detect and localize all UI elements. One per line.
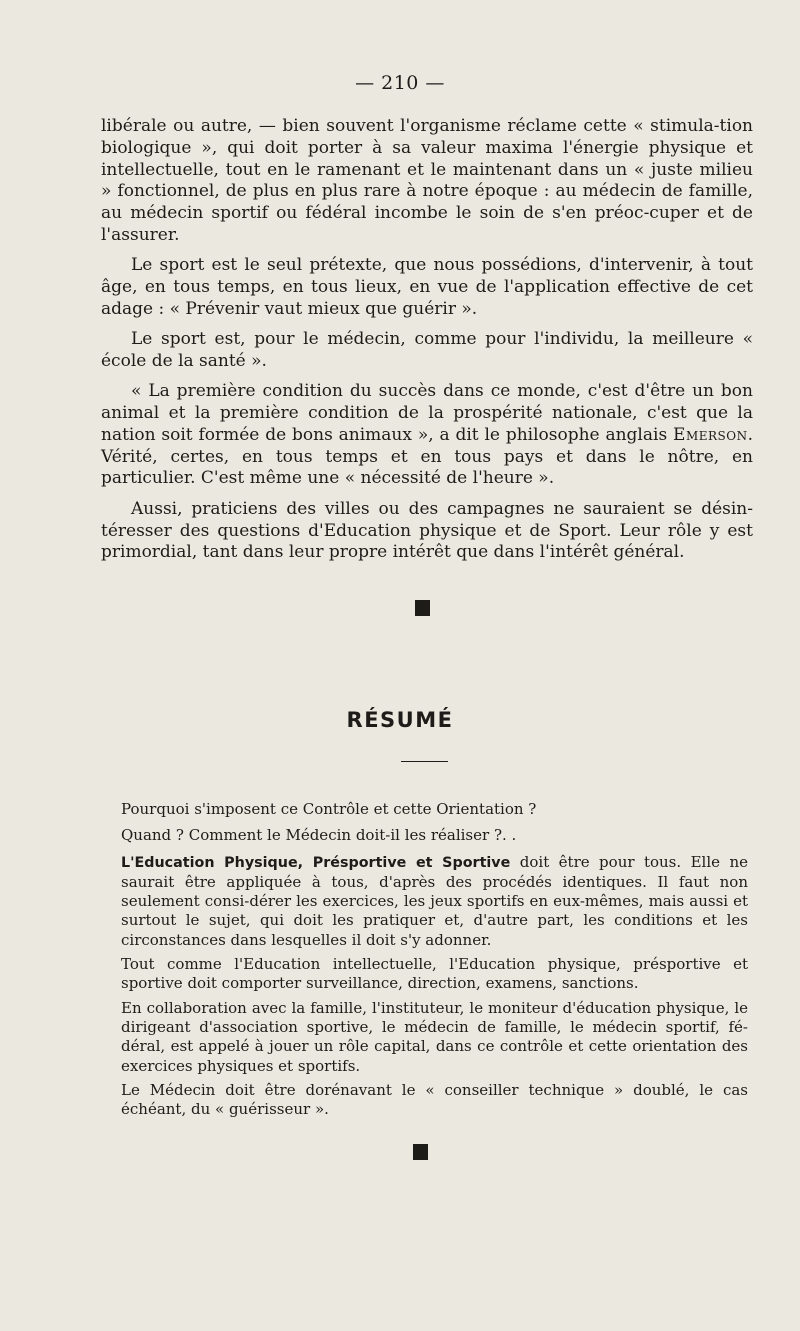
body-paragraph-1: libérale ou autre, — bien souvent l'organisme réclame cette « stimula-tion biologique », qui doit porter à sa valeur maxima l'énergie physique et intellectuelle, tout en le ramenant et le maintenant dans un « juste milieu » fonctionnel, de plus en plus rare à notre époque : au médecin de famille, au médecin sportif ou fédéral incombe le soin de s'en préoc-cuper et de l'assurer. bbox=[101, 116, 753, 245]
section-separator-square bbox=[415, 600, 430, 616]
summary-title: RÉSUMÉ bbox=[346, 708, 454, 732]
summary-question-2: Quand ? Comment le Médecin doit-il les réaliser ?. . bbox=[121, 826, 517, 845]
body-paragraph-3: Le sport est, pour le médecin, comme pour l'individu, la meilleure « école de la santé ». bbox=[101, 329, 753, 371]
body-paragraph-5: Aussi, praticiens des villes ou des campagnes ne sauraient se désin-téresser des questions d'Education physique et de Sport. Leur rôle y est primordial, tant dans leur propre intérêt que dans l'intérêt général. bbox=[101, 498, 753, 563]
summary-text bbox=[121, 800, 748, 1124]
page-number: — 210 — bbox=[355, 72, 445, 94]
summary-paragraph-1-rest: doit être pour tous. Elle ne saurait être appliquée à tous, d'après des procédés identiques. Il faut non seulement consi-dérer les exercices, les jeux sportifs en eux-mêmes, mais aussi et surtout le sujet, qui doit les pratiquer et, d'autre part, les conditions et les circonstances dans lesquelles il doit s'y adonner. bbox=[121, 852, 748, 949]
body-text bbox=[101, 116, 753, 573]
end-square bbox=[413, 1144, 428, 1160]
quote-conclusion: . Vérité, certes, en tous temps et en tous pays et dans le nôtre, en particulier. C'est même une « nécessité de l'heure ». bbox=[101, 424, 753, 489]
title-underline-rule bbox=[401, 761, 448, 762]
summary-paragraph-4: Le Médecin doit être dorénavant le « conseiller technique » doublé, le cas échéant, du « guérisseur ». bbox=[121, 1080, 748, 1119]
summary-question-1: Pourquoi s'imposent ce Contrôle et cette Orientation ? bbox=[121, 800, 537, 818]
summary-paragraph-2: Tout comme l'Education intellectuelle, l'Education physique, présportive et sportive doit comporter surveillance, direction, examens, sanctions. bbox=[121, 955, 748, 993]
summary-paragraph-3: En collaboration avec la famille, l'instituteur, le moniteur d'éducation physique, le dirigeant d'association sportive, le médecin de famille, le médecin sportif, fé-déral, est appelé à jouer un rôle capital, dans ce contrôle et cette orientation des exercices physiques et sportifs. bbox=[121, 998, 748, 1075]
summary-emphasis: L'Education Physique, Présportive et Sportive bbox=[121, 854, 511, 871]
body-paragraph-4 bbox=[101, 381, 753, 490]
summary-paragraph-1 bbox=[121, 853, 748, 950]
body-paragraph-2: Le sport est le seul prétexte, que nous possédions, d'intervenir, à tout âge, en tous temps, en tous lieux, en vue de l'application effective de cet adage : « Prévenir vaut mieux que guérir ». bbox=[101, 255, 753, 319]
author-name: Emerson bbox=[673, 424, 748, 445]
quote-text: « La première condition du succès dans ce monde, c'est d'être un bon animal et la première condition de la prospérité nationale, c'est que la nation soit formée de bons animaux », a dit le philosophe anglais bbox=[101, 381, 753, 445]
